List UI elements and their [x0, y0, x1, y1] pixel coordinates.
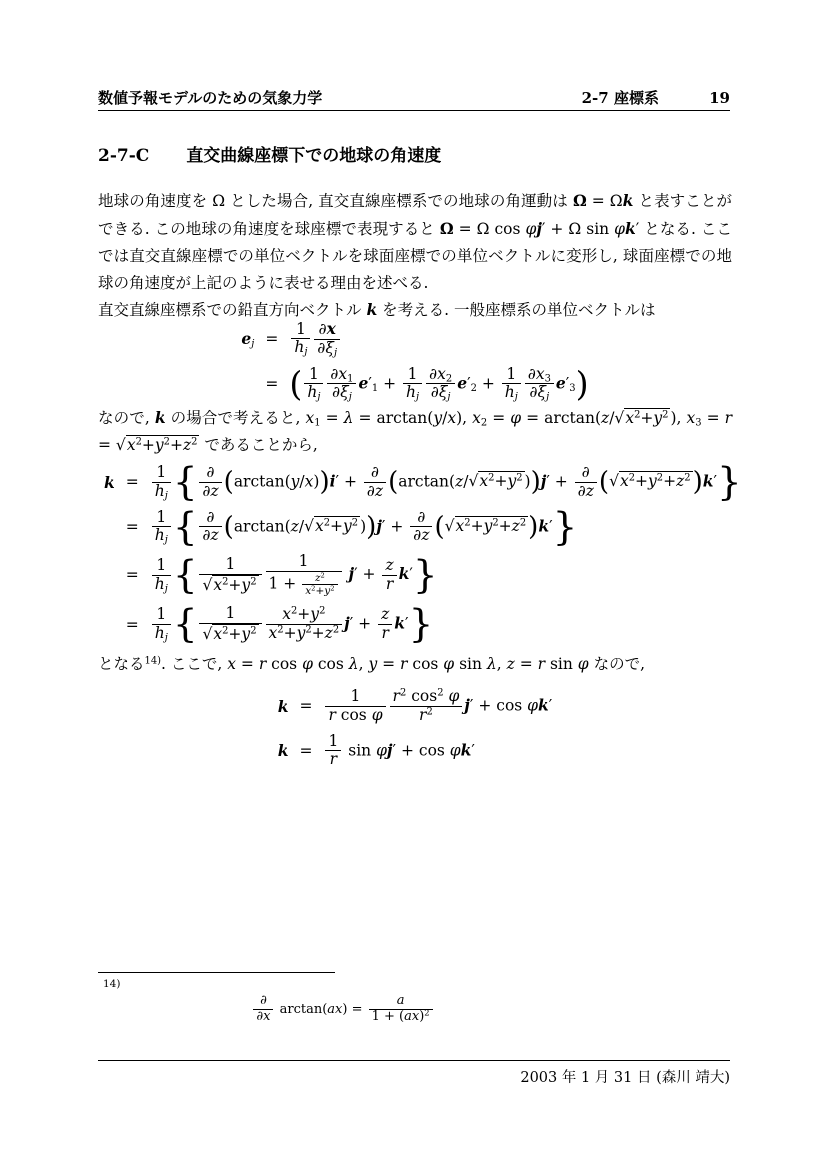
equation-row — [241, 362, 588, 407]
header-section-label: 2-7 座標系 — [581, 89, 659, 107]
footer-date: 2003 年 1 月 31 日 (森川 靖大) — [520, 1070, 730, 1086]
equation-relation: = — [125, 473, 139, 492]
equation-rhs: $\frac{1}{\text{r cos φ}}$ $\frac{r^2 \cos^2 \varphi}{r^2}$ j′ + cos φk′ — [323, 684, 552, 729]
section-title: 直交曲線座標下での地球の角速度 — [186, 146, 442, 165]
equation-lhs — [104, 601, 115, 648]
equation-rhs: $\frac{1}{h_j}$ { $\frac{1}{√x^2+y^2}$ 1 1 + $\frac{z^2}{x^2+y^2}$ j′ + $\frac{z}{r}$ k′} — [150, 549, 742, 601]
header-page-number: 19 — [709, 89, 730, 107]
paragraph-substitution: となる$^{14)}$. ここで, x = r cos φ cos λ, y = r cos φ sin λ, z = r sin φ なので, — [98, 655, 645, 673]
equation-relation: = — [125, 566, 139, 585]
equation-row — [241, 316, 588, 362]
footnote-label: 14) — [103, 978, 121, 990]
footnote-equation: ∂ ∂x arctan(ax) = $\frac{a}{1 + (ax)^2}$ — [98, 994, 588, 1025]
footer-rule — [98, 1060, 730, 1061]
equation-relation: = — [125, 615, 139, 634]
section-number: 2-7-C — [98, 146, 150, 166]
equation-block-k-expansion — [98, 459, 742, 648]
equation-relation: = — [299, 741, 313, 760]
equation-row — [104, 601, 742, 648]
header-right — [582, 87, 730, 108]
equation-rhs: $\frac{1}{h_j}$ $\frac{\partial x}{\partial\xi_j}$ — [289, 316, 588, 362]
header-rule — [98, 110, 730, 111]
equation-lhs — [241, 362, 254, 407]
equation-rhs: $\frac{1}{h_j}$ { ∂ ∂z ($\arctan(z/√x^2+y^2$ ))j′ + ∂ ∂z $(√x^2+y^2+z^2)k'$} — [150, 505, 742, 550]
section-heading — [98, 141, 441, 166]
equation-row — [104, 549, 742, 601]
equation-row — [104, 505, 742, 550]
paragraph-coordinates: なので, k の場合で考えると, $x_1 = \lambda = \arctan(y/x)$, $x_2 = \varphi = \arctan(z/√x^2+y^2$ ), $x_3 = r = √x^2+y^2+z^2$ であることから, — [98, 408, 733, 454]
equation-rhs: $\frac{1}{h_j}$ { $\frac{1}{√x^2+y^2}$ $\frac{x^2+y^2}{x^2+y^2+z^2}$ j′ + $\frac{z}{r}$ k′} — [150, 601, 742, 648]
equation-relation: = — [125, 517, 139, 536]
equation-block-k-spherical — [98, 684, 732, 773]
equation-relation: = — [265, 329, 279, 348]
equation-lhs: $e_j$ — [241, 329, 255, 350]
paragraph-intro: 地球の角速度を Ω とした場合, 直交直線座標系での地球の角運動は Ω = Ωk と表すことができる. この地球の角速度を球座標で表現すると Ω = Ω cos φj′ + Ω sin φk′ となる. ここでは直交直線座標での単位ベクトルを球面座標での単位ベクトルに変形し, 球面座標での地球の角速度が上記のように表せる理由を述べる. — [98, 191, 732, 292]
equation-lhs: k — [277, 741, 289, 761]
equation-lhs: k — [104, 472, 115, 492]
paragraph-unit-vector-lead: 直交直線座標系での鉛直方向ベクトル k を考える. 一般座標系の単位ベクトルは — [98, 300, 656, 319]
equation-row — [104, 460, 742, 505]
equation-lhs — [104, 549, 115, 601]
equation-relation: = — [299, 697, 313, 716]
equation-lhs: k — [277, 696, 289, 716]
equation-rhs: $\frac{1}{h_j}$ { ∂ ∂z (arctan(y/x))i′ + ∂ ∂z ($\arctan(z/√x^2+y^2$ ))j′ + ∂ ∂z $(√x^2+y^2+z^2)k'$} — [150, 460, 742, 505]
equation-relation: = — [265, 374, 279, 393]
equation-row — [278, 684, 553, 729]
equation-rhs: $\frac{1}{r}$ sin φj′ + cos φk′ — [323, 729, 552, 774]
equation-block-unit-vector — [98, 316, 732, 406]
page-header — [98, 87, 730, 108]
footnote-rule — [98, 972, 335, 973]
equation-row — [278, 729, 553, 774]
header-book-title: 数値予報モデルのための気象力学 — [98, 90, 323, 107]
equation-lhs — [104, 505, 115, 550]
equation-rhs: ( $\frac{1}{h_j}$ $\frac{\partial x_1}{\partial\xi_j}$ $e'_1$ + $\frac{1}{h_j}$ $\frac{\partial x_2}{\partial\xi_j}$ $e'_2$ + $\frac{1}{h_j}$ $\frac{\partial x_3}{\partial\xi_j}$ $e'_3$) — [289, 364, 589, 404]
